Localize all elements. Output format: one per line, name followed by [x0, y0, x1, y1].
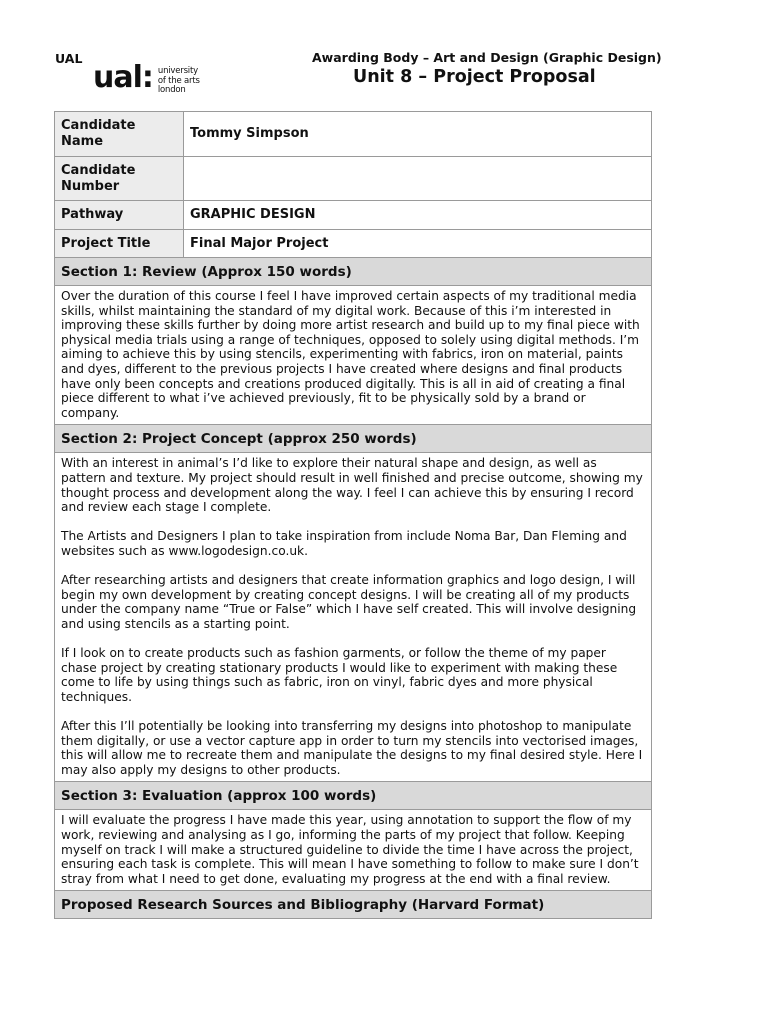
- candidate-number-label: Candidate Number: [55, 157, 184, 201]
- project-title-label: Project Title: [55, 230, 184, 258]
- section-concept-heading: Section 2: Project Concept (approx 250 words): [55, 425, 652, 453]
- concept-paragraph: If I look on to create products such as fashion garments, or follow the theme of my paper chase project by creating stationary products I would like to experiment with making these come to life by using things such as fabric, iron on vinyl, fabric dyes and more physical techniques.: [61, 646, 618, 704]
- ual-logo: [93, 60, 200, 96]
- logo-text-line: of the arts: [157, 75, 200, 86]
- ual-logo-text: [158, 67, 200, 96]
- section-concept-body[interactable]: [55, 453, 652, 782]
- page-title: Unit 8 – Project Proposal: [353, 67, 596, 87]
- pathway-label: Pathway: [55, 201, 184, 230]
- section-review-heading: Section 1: Review (Approx 150 words): [55, 258, 652, 286]
- review-paragraph: Over the duration of this course I feel I have improved certain aspects of my traditional media skills, whilst maintaining the standard of my digital work. Because of this i’m interested in improving these skills further by doing more artist research and build up to my final piece with physical media trials using a range of techniques, opposed to solely using digital methods. I’m aiming to achieve this by using stencils, experimenting with fabrics, iron on material, paints and dyes, different to the previous projects I have created where designs and final products have only been concepts and creations produced digitally. This is all in aid of creating a final piece different to what i’ve achieved previously, fit to be physically sold by a brand or company.: [61, 289, 640, 420]
- section-evaluation-body[interactable]: [55, 810, 652, 891]
- section-evaluation-heading-row: [55, 782, 652, 810]
- candidate-number-row: [55, 157, 652, 201]
- section-bibliography-heading: Proposed Research Sources and Bibliography (Harvard Format): [55, 891, 652, 919]
- project-title-field[interactable]: Final Major Project: [184, 230, 652, 258]
- candidate-name-row: [55, 112, 652, 157]
- section-review-body-row: [55, 286, 652, 425]
- candidate-name-field[interactable]: Tommy Simpson: [184, 112, 652, 157]
- section-review-body[interactable]: [55, 286, 652, 425]
- candidate-number-field[interactable]: [184, 157, 652, 201]
- section-bibliography-heading-row: [55, 891, 652, 919]
- project-title-row: [55, 230, 652, 258]
- proposal-form-table: [54, 111, 652, 919]
- concept-paragraph: After this I’ll potentially be looking into transferring my designs into photoshop to manipulate them digitally, or use a vector capture app in order to turn my stencils into vectorised images, this will allow me to recreate them and manipulate the designs to my final desired style. Here I may also apply my designs to other products.: [61, 719, 643, 777]
- candidate-name-label: Candidate Name: [55, 112, 184, 157]
- logo-text-line: london: [157, 85, 186, 95]
- section-concept-heading-row: [55, 425, 652, 453]
- section-evaluation-body-row: [55, 810, 652, 891]
- concept-paragraph: With an interest in animal’s I’d like to explore their natural shape and design, as well as pattern and texture. My project should result in well finished and precise outcome, showing my thought process and development along the way. I feel I can achieve this by ensuring I record and review each stage I complete.: [61, 456, 643, 515]
- pathway-row: [55, 201, 652, 230]
- pathway-field[interactable]: GRAPHIC DESIGN: [184, 201, 652, 230]
- section-evaluation-heading: Section 3: Evaluation (approx 100 words): [55, 782, 652, 810]
- logo-text-line: university: [157, 66, 198, 76]
- concept-paragraph: The Artists and Designers I plan to take inspiration from include Noma Bar, Dan Fleming and websites such as www.logodesign.co.uk.: [61, 529, 627, 558]
- awarding-body-title: Awarding Body – Art and Design (Graphic Design): [312, 50, 662, 65]
- concept-paragraph: After researching artists and designers that create information graphics and logo design, I will begin my own development by creating concept designs. I will be creating all of my products under the company name “True or False” which I have self created. This will involve designing and using stencils as a starting point.: [61, 573, 637, 631]
- ual-logo-mark: ual:: [93, 60, 153, 95]
- awarding-org-label: UAL: [55, 51, 83, 66]
- section-concept-body-row: [55, 453, 652, 782]
- section-review-heading-row: [55, 258, 652, 286]
- evaluation-paragraph: I will evaluate the progress I have made this year, using annotation to support the flow of my work, reviewing and analysing as I go, informing the parts of my project that follow. Keeping myself on track I will make a structured guideline to divide the time I have across the project, ensuring each task is complete. This will mean I have something to follow to make sure I don’t stray from what I need to get done, evaluating my progress at the end with a final review.: [61, 813, 639, 886]
